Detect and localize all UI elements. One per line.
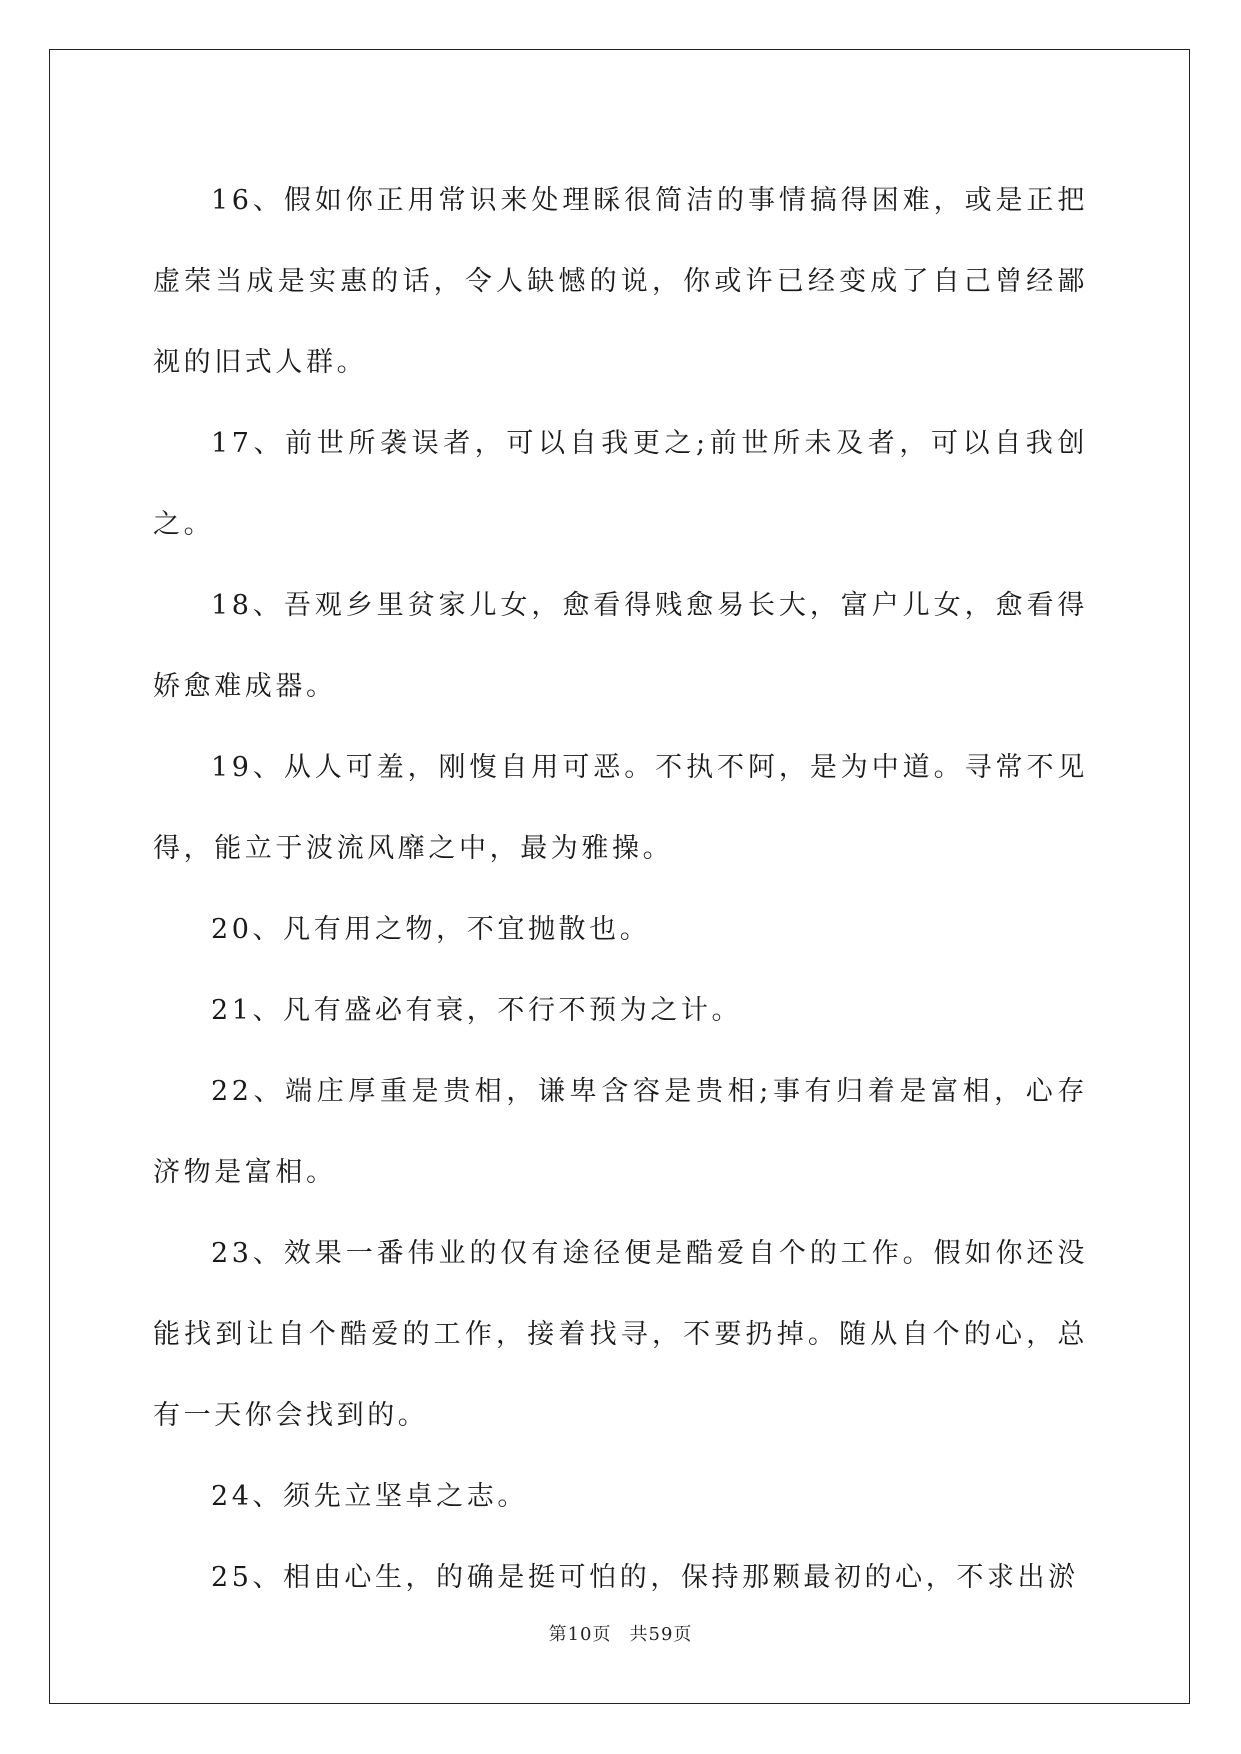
page-number: 第10页 [548, 1624, 612, 1645]
document-body [153, 160, 1088, 1618]
paragraph-21: 21、凡有盛必有衰，不行不预为之计。 [211, 995, 743, 1026]
paragraph-24: 24、须先立坚卓之志。 [211, 1481, 528, 1512]
paragraph-19: 19、从人可羞，刚愎自用可恶。不执不阿，是为中道。寻常不见得，能立于波流风靡之中，最为雅操。 [153, 752, 1088, 864]
paragraph-17: 17、前世所袭误者，可以自我更之;前世所未及者，可以自我创之。 [153, 428, 1088, 540]
paragraph-23: 23、效果一番伟业的仅有途径便是酷爱自个的工作。假如你还没能找到让自个酷爱的工作，接着找寻，不要扔掉。随从自个的心，总有一天你会找到的。 [153, 1238, 1088, 1431]
paragraph-16: 16、假如你正用常识来处理睬很简洁的事情搞得困难，或是正把虚荣当成是实惠的话，令人缺憾的说，你或许已经变成了自己曾经鄙视的旧式人群。 [153, 185, 1088, 378]
paragraph-22: 22、端庄厚重是贵相，谦卑含容是贵相;事有归着是富相，心存济物是富相。 [153, 1076, 1088, 1188]
page-total: 共59页 [629, 1624, 693, 1645]
paragraph-18: 18、吾观乡里贫家儿女，愈看得贱愈易长大，富户儿女，愈看得娇愈难成器。 [153, 590, 1088, 702]
paragraph-25: 25、相由心生，的确是挺可怕的，保持那颗最初的心，不求出淤 [211, 1562, 1079, 1593]
page-footer [0, 1620, 1241, 1646]
paragraph-20: 20、凡有用之物，不宜抛散也。 [211, 914, 651, 945]
